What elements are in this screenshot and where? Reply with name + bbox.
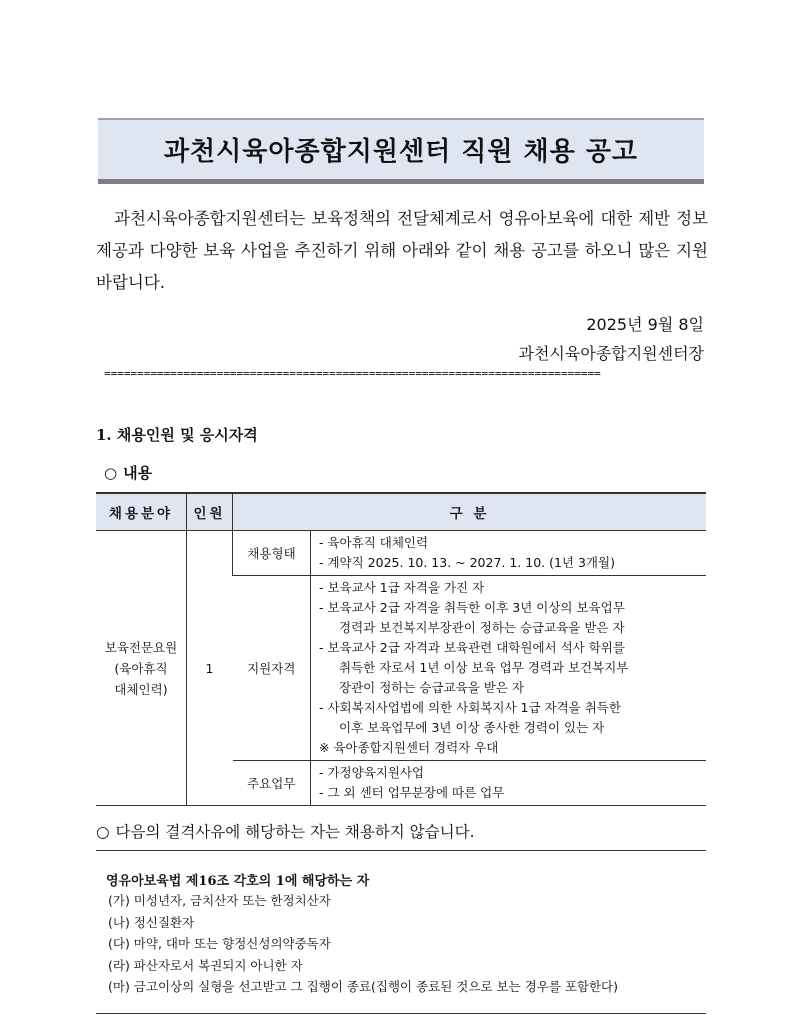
desc-cell <box>311 761 707 806</box>
desc-line: - 가정양육지원사업 <box>319 765 425 780</box>
intro-paragraph <box>96 203 708 299</box>
desc-line: 장관이 정하는 승급교육을 받은 자 <box>339 680 524 695</box>
desc-line: - 육아휴직 대체인력 <box>319 535 429 550</box>
section-heading-1: 1. 채용인원 및 응시자격 <box>96 426 258 444</box>
header-field: 채용분야 <box>96 493 187 531</box>
desc-line: - 그 외 센터 업무분장에 따른 업무 <box>319 785 505 800</box>
field-line: 보육전문요원 <box>104 639 178 655</box>
desc-cell <box>311 576 707 761</box>
title-box <box>98 118 704 184</box>
field-line: (육아휴직 <box>114 660 168 676</box>
field-line: 대체인력) <box>114 681 168 697</box>
list-item: (나) 정신질환자 <box>108 914 195 930</box>
list-item: (라) 파산자로서 복권되지 아니한 자 <box>108 957 303 973</box>
desc-line: - 계약직 2025. 10. 13. ~ 2027. 1. 10. (1년 3개월) <box>319 555 615 570</box>
category-cell: 채용형태 <box>233 531 311 576</box>
desc-line: - 보육교사 2급 자격을 취득한 이후 3년 이상의 보육업무 <box>319 600 625 615</box>
notice-text: 다음의 결격사유에 해당하는 자는 채용하지 않습니다. <box>115 823 475 841</box>
desc-line: - 보육교사 2급 자격과 보육관련 대학원에서 석사 학위를 <box>319 640 625 655</box>
header-count: 인원 <box>187 493 233 531</box>
desc-line: 이후 보육업무에 3년 이상 종사한 경력이 있는 자 <box>339 720 605 735</box>
announcement-date: 2025년 9월 8일 <box>586 315 704 334</box>
issuer-name: 과천시육아종합지원센터장 <box>518 344 704 363</box>
desc-line: 취득한 자로서 1년 이상 보육 업무 경력과 보건복지부 <box>339 660 629 675</box>
list-item: (다) 마약, 대마 또는 향정신성의약중독자 <box>108 936 331 951</box>
page-title: 과천시육아종합지원센터 직원 채용 공고 <box>163 137 639 167</box>
category-cell: 주요업무 <box>233 761 311 806</box>
circle-icon: ○ <box>96 823 110 841</box>
law-list <box>108 890 618 998</box>
content-heading-label: 내용 <box>123 464 153 482</box>
field-cell <box>96 531 187 806</box>
header-category: 구 분 <box>233 493 707 531</box>
desc-line: ※ 육아종합지원센터 경력자 우대 <box>319 740 499 755</box>
law-title: 영유아보육법 제16조 각호의 1에 해당하는 자 <box>106 874 370 889</box>
category-cell: 지원자격 <box>233 576 311 761</box>
box-top-rule <box>96 850 706 851</box>
list-item: (마) 금고이상의 실형을 선고받고 그 집행이 종료(집행이 종료된 것으로 보는 경우를 포함한다) <box>108 979 618 994</box>
desc-line: 경력과 보건복지부장관이 정하는 승급교육을 받은 자 <box>339 620 625 635</box>
disqualification-notice <box>96 820 475 842</box>
desc-line: - 보육교사 1급 자격을 가진 자 <box>319 580 485 595</box>
equals-divider: =========================================================================== <box>104 367 601 380</box>
recruitment-table <box>96 492 706 806</box>
desc-line: - 사회복지사업법에 의한 사회복지사 1급 자격을 취득한 <box>319 700 621 715</box>
list-item: (가) 미성년자, 금치산자 또는 한정치산자 <box>108 893 331 908</box>
intro-text: 과천시육아종합지원센터는 보육정책의 전달체계로서 영유아보육에 대한 제반 정보 제공과 다양한 보육 사업을 추진하기 위해 아래와 같이 채용 공고를 하오니 많은 지원 바랍니다. <box>96 209 708 292</box>
box-bottom-rule <box>96 1013 706 1014</box>
content-heading <box>104 462 152 483</box>
desc-cell <box>311 531 707 576</box>
count-cell: 1 <box>187 531 233 806</box>
circle-icon: ○ <box>104 464 118 482</box>
